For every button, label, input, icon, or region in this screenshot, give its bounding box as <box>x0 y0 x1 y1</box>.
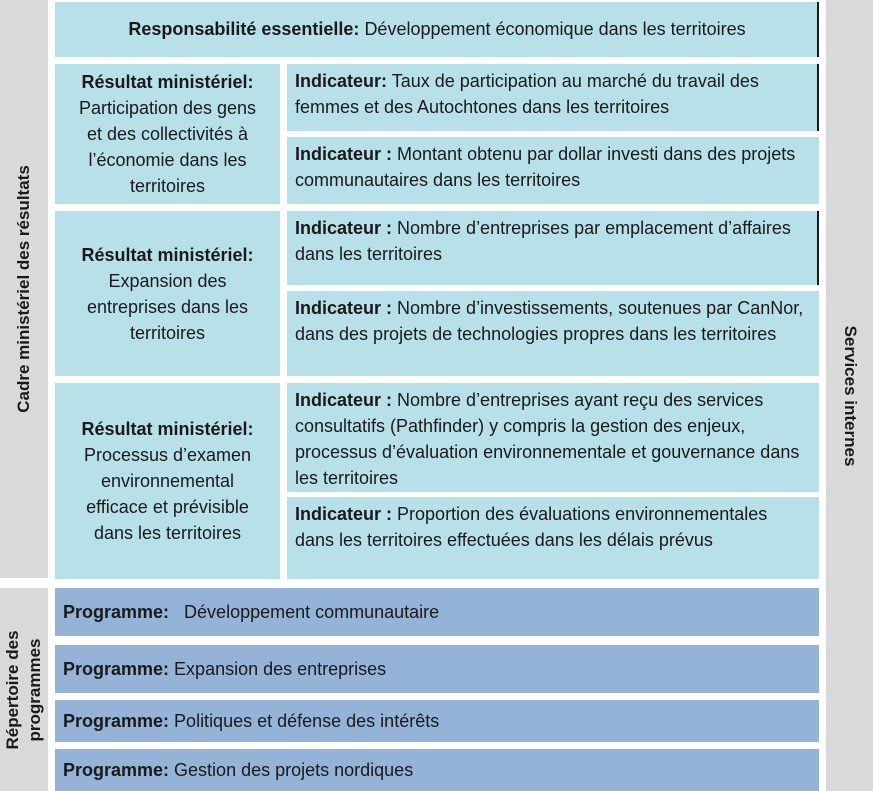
indicator-1-1-text: Taux de participation au marché du travail des femmes et des Autochtones dans les territoires <box>295 71 759 117</box>
program-1 <box>55 588 819 636</box>
indicator-3-1-label: Indicateur : <box>295 390 393 410</box>
program-2 <box>55 645 819 693</box>
program-1-text: Développement communautaire <box>174 601 440 622</box>
indicator-2-2-label: Indicateur : <box>295 298 393 318</box>
internal-services-label: Services internes <box>840 325 860 466</box>
indicator-2-1-label: Indicateur : <box>295 218 393 238</box>
indicator-1-1-label: Indicateur: <box>295 71 388 91</box>
program-3-text: Politiques et défense des intérêts <box>174 710 440 731</box>
program-inventory-sidebar <box>0 588 48 791</box>
indicator-1-2 <box>287 137 819 204</box>
result-2-line-1: Expansion des <box>108 270 227 291</box>
indicator-3-2-label: Indicateur : <box>295 504 393 524</box>
result-3-label: Résultat ministériel: <box>81 419 254 439</box>
divider-line-top <box>817 2 819 57</box>
indicator-3-1 <box>287 383 819 492</box>
indicator-2-2 <box>287 291 819 376</box>
result-1-label: Résultat ministériel: <box>81 72 254 92</box>
internal-services-sidebar <box>826 0 873 791</box>
core-responsibility-value: Développement économique dans les territoires <box>364 19 746 39</box>
core-responsibility-text <box>128 19 745 40</box>
indicator-1-2-label: Indicateur : <box>295 144 393 164</box>
indicator-3-2-text: Proportion des évaluations environnementales dans les territoires effectuées dans les délais prévus <box>295 504 768 550</box>
program-2-text: Expansion des entreprises <box>174 658 387 679</box>
result-1-line-2: et des collectivités à <box>86 124 249 144</box>
indicator-3-2 <box>287 497 819 579</box>
program-4 <box>55 749 819 791</box>
results-framework-sidebar <box>0 0 48 578</box>
indicator-1-1 <box>287 64 819 131</box>
result-3-line-1: Processus d’examen <box>83 445 252 465</box>
program-2-label: Programme: <box>63 658 170 679</box>
program-3-label: Programme: <box>63 710 170 731</box>
indicator-2-1-text: Nombre d’entreprises par emplacement d’affaires dans les territoires <box>295 218 791 264</box>
divider-line-lower <box>817 211 819 285</box>
results-framework-label: Cadre ministériel des résultats <box>14 165 33 413</box>
program-inventory-label-line2: programmes <box>25 638 44 741</box>
divider-line-middle <box>817 64 819 131</box>
indicator-3-1-text: Nombre d’entreprises ayant reçu des services consultatifs (Pathfinder) y compris la gestion des enjeux, processus d’évaluation environnementale et gouvernance dans les territoires <box>295 390 800 488</box>
program-inventory-label <box>2 630 46 749</box>
program-1-label: Programme: <box>63 601 170 622</box>
program-inventory-label-line1: Répertoire des <box>3 629 22 750</box>
result-1-line-3: l’économie dans les <box>88 150 247 170</box>
result-2-line-3: territoires <box>129 322 205 343</box>
result-1-line-4: territoires <box>129 176 205 196</box>
program-4-label: Programme: <box>63 759 170 780</box>
result-3-line-2: environnemental <box>100 471 235 491</box>
core-responsibility-label: Responsabilité essentielle: <box>128 19 360 39</box>
program-3 <box>55 700 819 742</box>
indicator-2-1 <box>287 211 819 285</box>
program-4-text: Gestion des projets nordiques <box>174 759 414 780</box>
indicator-1-2-text: Montant obtenu par dollar investi dans des projets communautaires dans les territoires <box>295 144 796 190</box>
departmental-result-2 <box>55 211 280 376</box>
core-responsibility-box <box>55 2 819 57</box>
result-3-line-3: efficace et prévisible <box>86 497 249 517</box>
result-2-line-2: entreprises dans les <box>86 296 249 317</box>
departmental-result-1 <box>55 64 280 204</box>
indicator-2-2-text: Nombre d’investissements, soutenues par CanNor, dans des projets de technologies propres dans les territoires <box>295 298 804 344</box>
result-2-label: Résultat ministériel: <box>81 244 254 265</box>
result-1-line-1: Participation des gens <box>78 98 257 118</box>
departmental-result-3 <box>55 383 280 579</box>
result-3-line-4: dans les territoires <box>93 523 242 543</box>
